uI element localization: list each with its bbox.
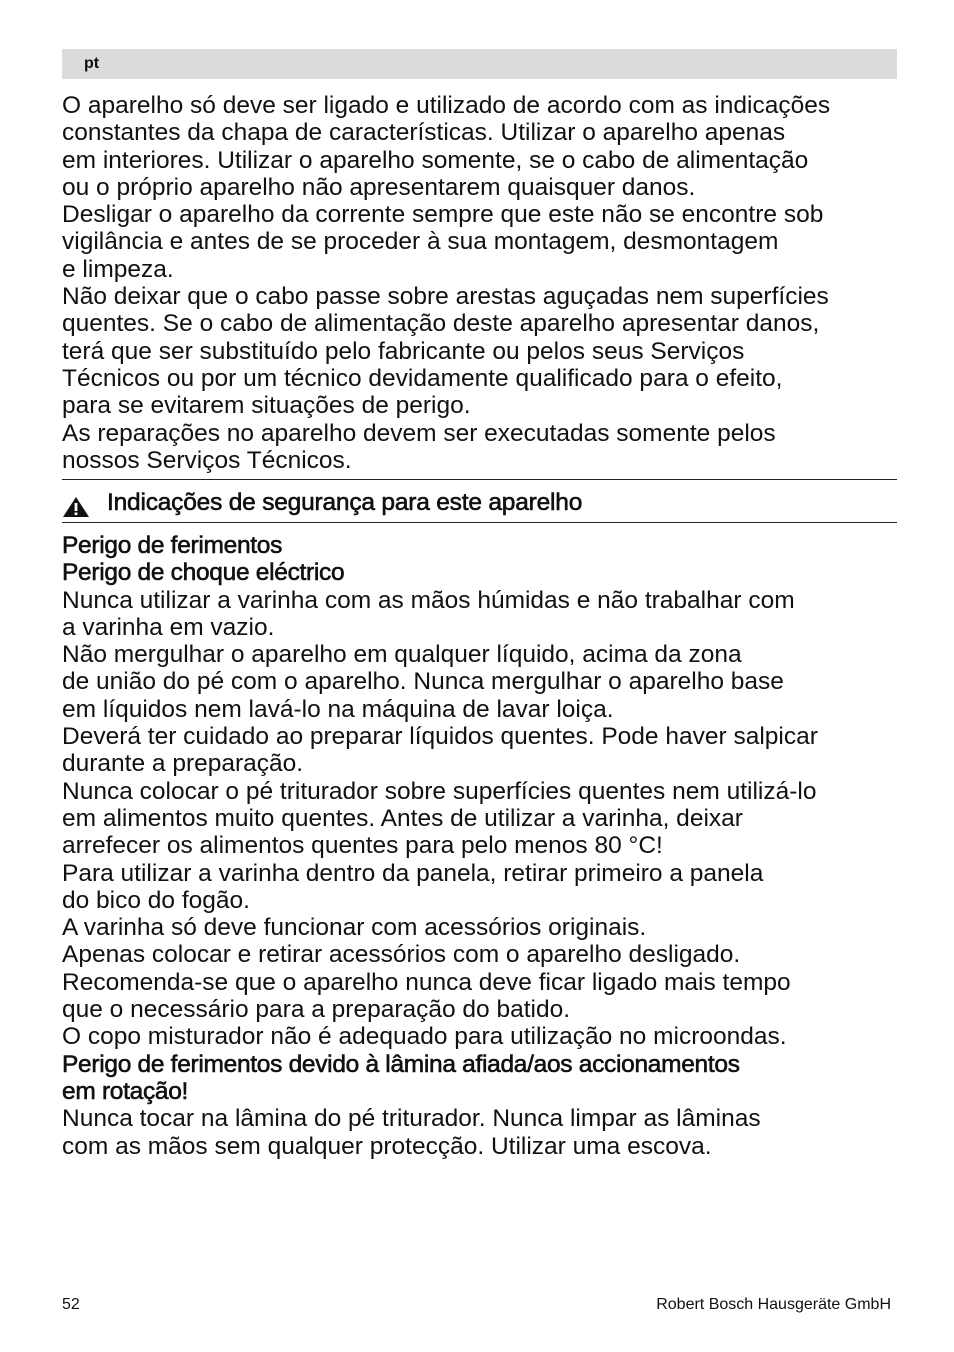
intro-line: nossos Serviços Técnicos. [62, 446, 352, 474]
intro-line: para se evitarem situações de perigo. [62, 392, 471, 420]
language-code: pt [84, 55, 100, 72]
footer-company: Robert Bosch Hausgeräte GmbH [656, 1296, 891, 1313]
safety-line: durante a preparação. [62, 750, 304, 778]
safety-line: que o necessário para a preparação do batido. [62, 996, 571, 1024]
page-number: 52 [62, 1296, 80, 1313]
safety-line: O copo misturador não é adequado para utilização no microondas. [62, 1023, 787, 1051]
intro-line: vigilância e antes de se proceder à sua montagem, desmontagem [62, 228, 779, 256]
safety-line: Nunca tocar na lâmina do pé triturador. Nunca limpar as lâminas [62, 1105, 761, 1133]
safety-line: arrefecer os alimentos quentes para pelo menos 80 °C! [62, 832, 663, 860]
intro-line: Não deixar que o cabo passe sobre arestas aguçadas nem superfícies [62, 283, 829, 311]
intro-text [62, 92, 902, 474]
intro-line: As reparações no aparelho devem ser executadas somente pelos [62, 419, 776, 447]
safety-line: Não mergulhar o aparelho em qualquer líquido, acima da zona [62, 641, 742, 669]
safety-line: Recomenda-se que o aparelho nunca deve ficar ligado mais tempo [62, 968, 791, 996]
intro-line: constantes da chapa de características. Utilizar o aparelho apenas [62, 119, 786, 147]
intro-line: terá que ser substituído pelo fabricante ou pelos seus Serviços [62, 337, 745, 365]
safety-line: em alimentos muito quentes. Antes de utilizar a varinha, deixar [62, 804, 743, 832]
safety-heading: Perigo de ferimentos devido à lâmina afiada/aos accionamentos [62, 1050, 740, 1078]
safety-line: de união do pé com o aparelho. Nunca mergulhar o aparelho base [62, 668, 784, 696]
safety-line: A varinha só deve funcionar com acessórios originais. [62, 914, 647, 942]
safety-line: Apenas colocar e retirar acessórios com o aparelho desligado. [62, 941, 741, 969]
warning-triangle-icon [62, 496, 90, 518]
section-title: Indicações de segurança para este aparelho [107, 489, 583, 516]
safety-line: Deverá ter cuidado ao preparar líquidos quentes. Pode haver salpicar [62, 723, 818, 751]
intro-line: O aparelho só deve ser ligado e utilizado de acordo com as indicações [62, 92, 831, 119]
intro-line: e limpeza. [62, 255, 174, 283]
safety-line: Nunca colocar o pé triturador sobre superfícies quentes nem utilizá-lo [62, 777, 817, 805]
section-header [62, 479, 897, 523]
safety-heading: Perigo de choque eléctrico [62, 559, 345, 587]
safety-line: em líquidos nem lavá-lo na máquina de lavar loiça. [62, 695, 614, 723]
intro-line: ou o próprio aparelho não apresentarem quaisquer danos. [62, 173, 696, 201]
safety-heading: em rotação! [62, 1077, 189, 1105]
language-bar [62, 49, 897, 79]
safety-line: Nunca utilizar a varinha com as mãos húmidas e não trabalhar com [62, 586, 795, 614]
safety-line: do bico do fogão. [62, 886, 250, 914]
intro-line: Desligar o aparelho da corrente sempre que este não se encontre sob [62, 201, 824, 229]
safety-heading: Perigo de ferimentos [62, 532, 283, 559]
intro-line: quentes. Se o cabo de alimentação deste aparelho apresentar danos, [62, 310, 820, 338]
safety-text [62, 532, 902, 1160]
intro-line: em interiores. Utilizar o aparelho somente, se o cabo de alimentação [62, 146, 809, 174]
safety-line: Para utilizar a varinha dentro da panela, retirar primeiro a panela [62, 859, 764, 887]
safety-line: a varinha em vazio. [62, 613, 275, 641]
safety-line: com as mãos sem qualquer protecção. Utilizar uma escova. [62, 1132, 712, 1160]
intro-line: Técnicos ou por um técnico devidamente qualificado para o efeito, [62, 364, 783, 392]
